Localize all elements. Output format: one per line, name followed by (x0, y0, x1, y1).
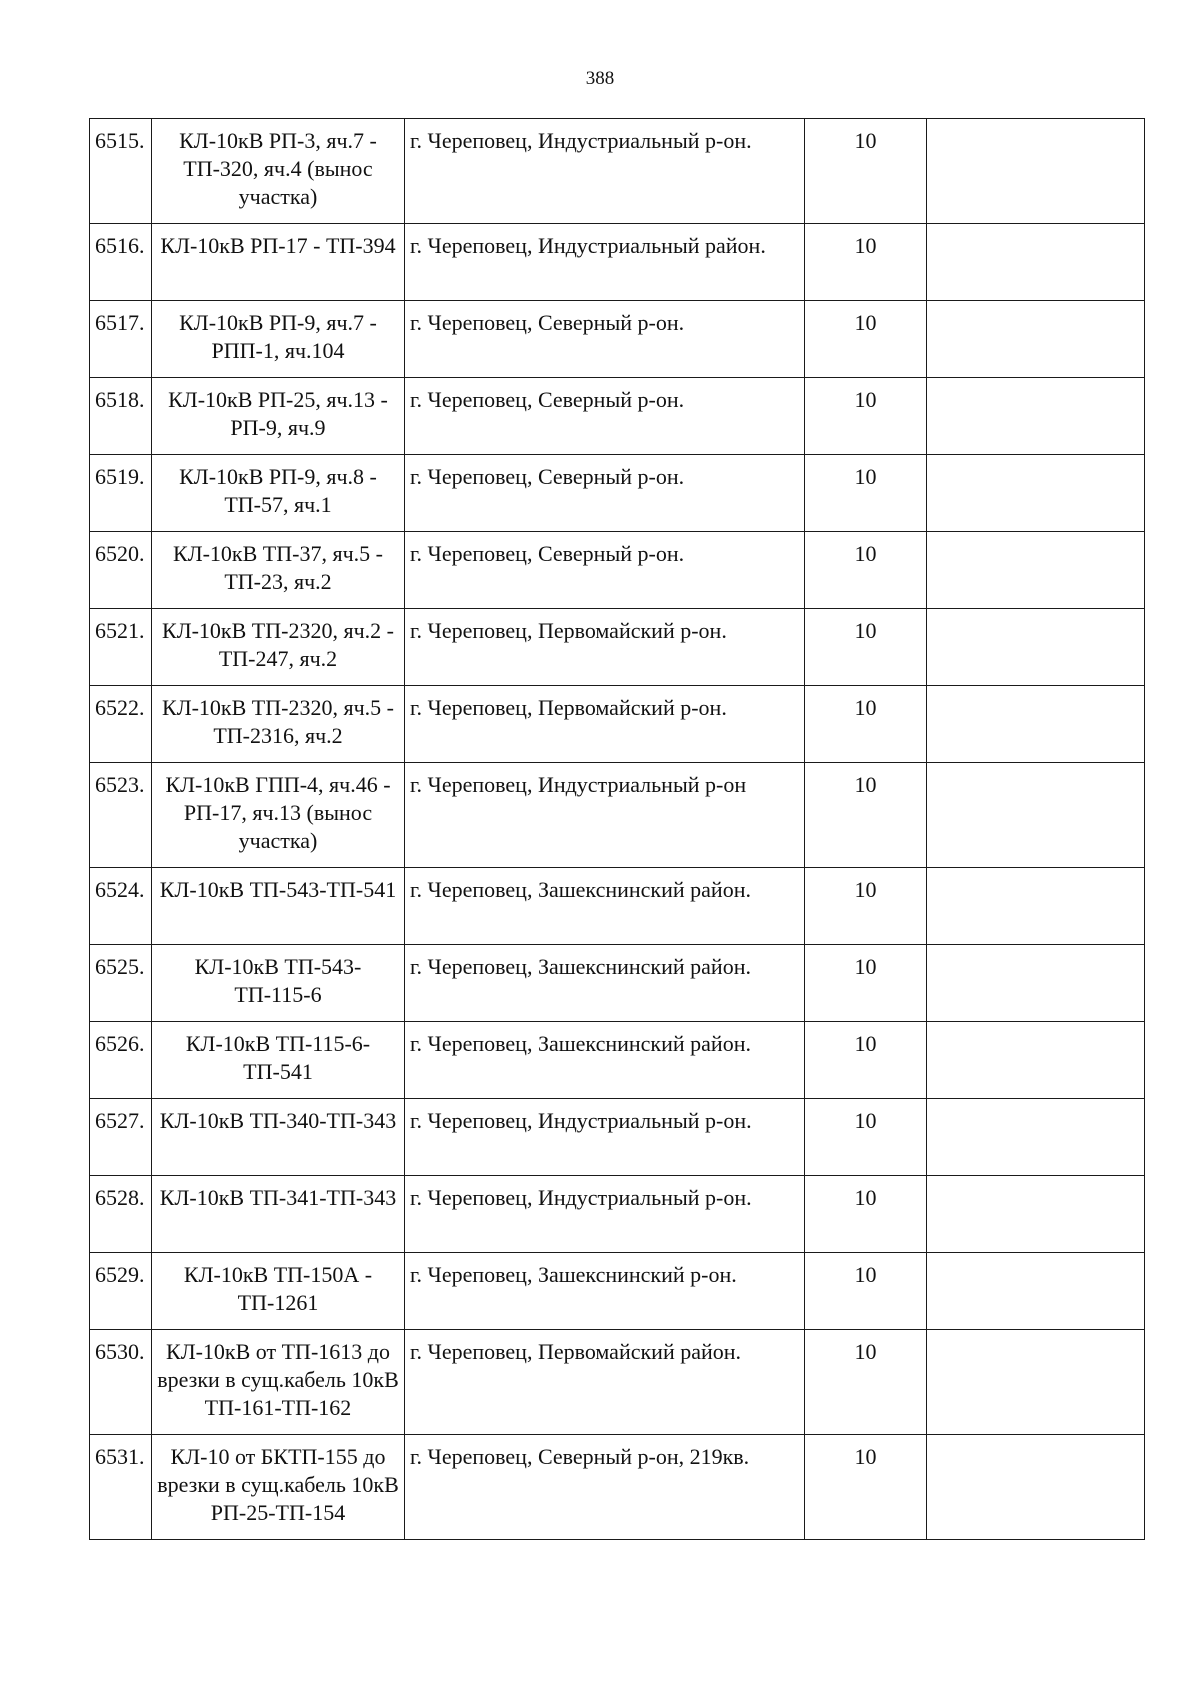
line-name: КЛ-10кВ ГПП-4, яч.46 - РП-17, яч.13 (вынос участка) (152, 763, 405, 868)
line-name: КЛ-10кВ ТП-340-ТП-343 (152, 1099, 405, 1176)
line-address: г. Череповец, Зашекснинский район. (405, 868, 805, 945)
voltage-value: 10 (805, 1435, 927, 1540)
table-row (90, 1330, 1145, 1435)
line-name: КЛ-10кВ ТП-115-6-ТП-541 (152, 1022, 405, 1099)
voltage-value: 10 (805, 1176, 927, 1253)
table-row (90, 224, 1145, 301)
table-row (90, 1253, 1145, 1330)
line-address: г. Череповец, Первомайский р-он. (405, 686, 805, 763)
note-cell (927, 686, 1145, 763)
row-number: 6515. (90, 119, 152, 224)
line-address: г. Череповец, Северный р-он, 219кв. (405, 1435, 805, 1540)
note-cell (927, 609, 1145, 686)
line-address: г. Череповец, Индустриальный р-он. (405, 1176, 805, 1253)
line-address: г. Череповец, Первомайский р-он. (405, 609, 805, 686)
page-number: 388 (585, 68, 615, 89)
line-address: г. Череповец, Индустриальный р-он. (405, 1099, 805, 1176)
line-name: КЛ-10 от БКТП-155 до врезки в сущ.кабель 10кВ РП-25-ТП-154 (152, 1435, 405, 1540)
note-cell (927, 1022, 1145, 1099)
table-row (90, 119, 1145, 224)
row-number: 6525. (90, 945, 152, 1022)
line-name: КЛ-10кВ РП-17 - ТП-394 (152, 224, 405, 301)
voltage-value: 10 (805, 532, 927, 609)
line-address: г. Череповец, Северный р-он. (405, 455, 805, 532)
row-number: 6529. (90, 1253, 152, 1330)
voltage-value: 10 (805, 119, 927, 224)
line-name: КЛ-10кВ от ТП-1613 до врезки в сущ.кабель 10кВ ТП-161-ТП-162 (152, 1330, 405, 1435)
table-row (90, 868, 1145, 945)
note-cell (927, 1176, 1145, 1253)
row-number: 6522. (90, 686, 152, 763)
voltage-value: 10 (805, 609, 927, 686)
row-number: 6523. (90, 763, 152, 868)
line-address: г. Череповец, Индустриальный район. (405, 224, 805, 301)
voltage-value: 10 (805, 763, 927, 868)
row-number: 6526. (90, 1022, 152, 1099)
table-row (90, 763, 1145, 868)
note-cell (927, 868, 1145, 945)
line-address: г. Череповец, Индустриальный р-он (405, 763, 805, 868)
table-row (90, 455, 1145, 532)
objects-table (89, 118, 1145, 1540)
voltage-value: 10 (805, 1330, 927, 1435)
line-address: г. Череповец, Северный р-он. (405, 378, 805, 455)
note-cell (927, 1330, 1145, 1435)
table-row (90, 1099, 1145, 1176)
note-cell (927, 1253, 1145, 1330)
line-name: КЛ-10кВ РП-25, яч.13 - РП-9, яч.9 (152, 378, 405, 455)
note-cell (927, 1099, 1145, 1176)
line-address: г. Череповец, Зашекснинский район. (405, 945, 805, 1022)
line-name: КЛ-10кВ ТП-543-ТП-115-6 (152, 945, 405, 1022)
table-row (90, 609, 1145, 686)
line-name: КЛ-10кВ ТП-543-ТП-541 (152, 868, 405, 945)
table-row (90, 301, 1145, 378)
line-address: г. Череповец, Северный р-он. (405, 301, 805, 378)
voltage-value: 10 (805, 686, 927, 763)
note-cell (927, 945, 1145, 1022)
line-name: КЛ-10кВ РП-9, яч.7 - РПП-1, яч.104 (152, 301, 405, 378)
voltage-value: 10 (805, 868, 927, 945)
table-row (90, 378, 1145, 455)
note-cell (927, 224, 1145, 301)
row-number: 6531. (90, 1435, 152, 1540)
voltage-value: 10 (805, 945, 927, 1022)
row-number: 6516. (90, 224, 152, 301)
table-row (90, 1022, 1145, 1099)
note-cell (927, 532, 1145, 609)
line-name: КЛ-10кВ ТП-37, яч.5 - ТП-23, яч.2 (152, 532, 405, 609)
line-address: г. Череповец, Индустриальный р-он. (405, 119, 805, 224)
voltage-value: 10 (805, 301, 927, 378)
voltage-value: 10 (805, 1099, 927, 1176)
line-name: КЛ-10кВ ТП-341-ТП-343 (152, 1176, 405, 1253)
line-name: КЛ-10кВ ТП-2320, яч.5 - ТП-2316, яч.2 (152, 686, 405, 763)
row-number: 6527. (90, 1099, 152, 1176)
row-number: 6517. (90, 301, 152, 378)
row-number: 6521. (90, 609, 152, 686)
table-row (90, 686, 1145, 763)
line-name: КЛ-10кВ ТП-2320, яч.2 - ТП-247, яч.2 (152, 609, 405, 686)
line-name: КЛ-10кВ РП-9, яч.8 - ТП-57, яч.1 (152, 455, 405, 532)
voltage-value: 10 (805, 455, 927, 532)
voltage-value: 10 (805, 1022, 927, 1099)
row-number: 6518. (90, 378, 152, 455)
line-address: г. Череповец, Северный р-он. (405, 532, 805, 609)
table-row (90, 532, 1145, 609)
row-number: 6519. (90, 455, 152, 532)
table-row (90, 1435, 1145, 1540)
voltage-value: 10 (805, 224, 927, 301)
row-number: 6530. (90, 1330, 152, 1435)
note-cell (927, 378, 1145, 455)
line-name: КЛ-10кВ ТП-150А - ТП-1261 (152, 1253, 405, 1330)
line-name: КЛ-10кВ РП-3, яч.7 - ТП-320, яч.4 (вынос участка) (152, 119, 405, 224)
table-row (90, 1176, 1145, 1253)
line-address: г. Череповец, Зашекснинский р-он. (405, 1253, 805, 1330)
row-number: 6520. (90, 532, 152, 609)
note-cell (927, 455, 1145, 532)
row-number: 6528. (90, 1176, 152, 1253)
voltage-value: 10 (805, 378, 927, 455)
voltage-value: 10 (805, 1253, 927, 1330)
line-address: г. Череповец, Зашекснинский район. (405, 1022, 805, 1099)
note-cell (927, 119, 1145, 224)
note-cell (927, 1435, 1145, 1540)
note-cell (927, 301, 1145, 378)
line-address: г. Череповец, Первомайский район. (405, 1330, 805, 1435)
note-cell (927, 763, 1145, 868)
row-number: 6524. (90, 868, 152, 945)
table-row (90, 945, 1145, 1022)
